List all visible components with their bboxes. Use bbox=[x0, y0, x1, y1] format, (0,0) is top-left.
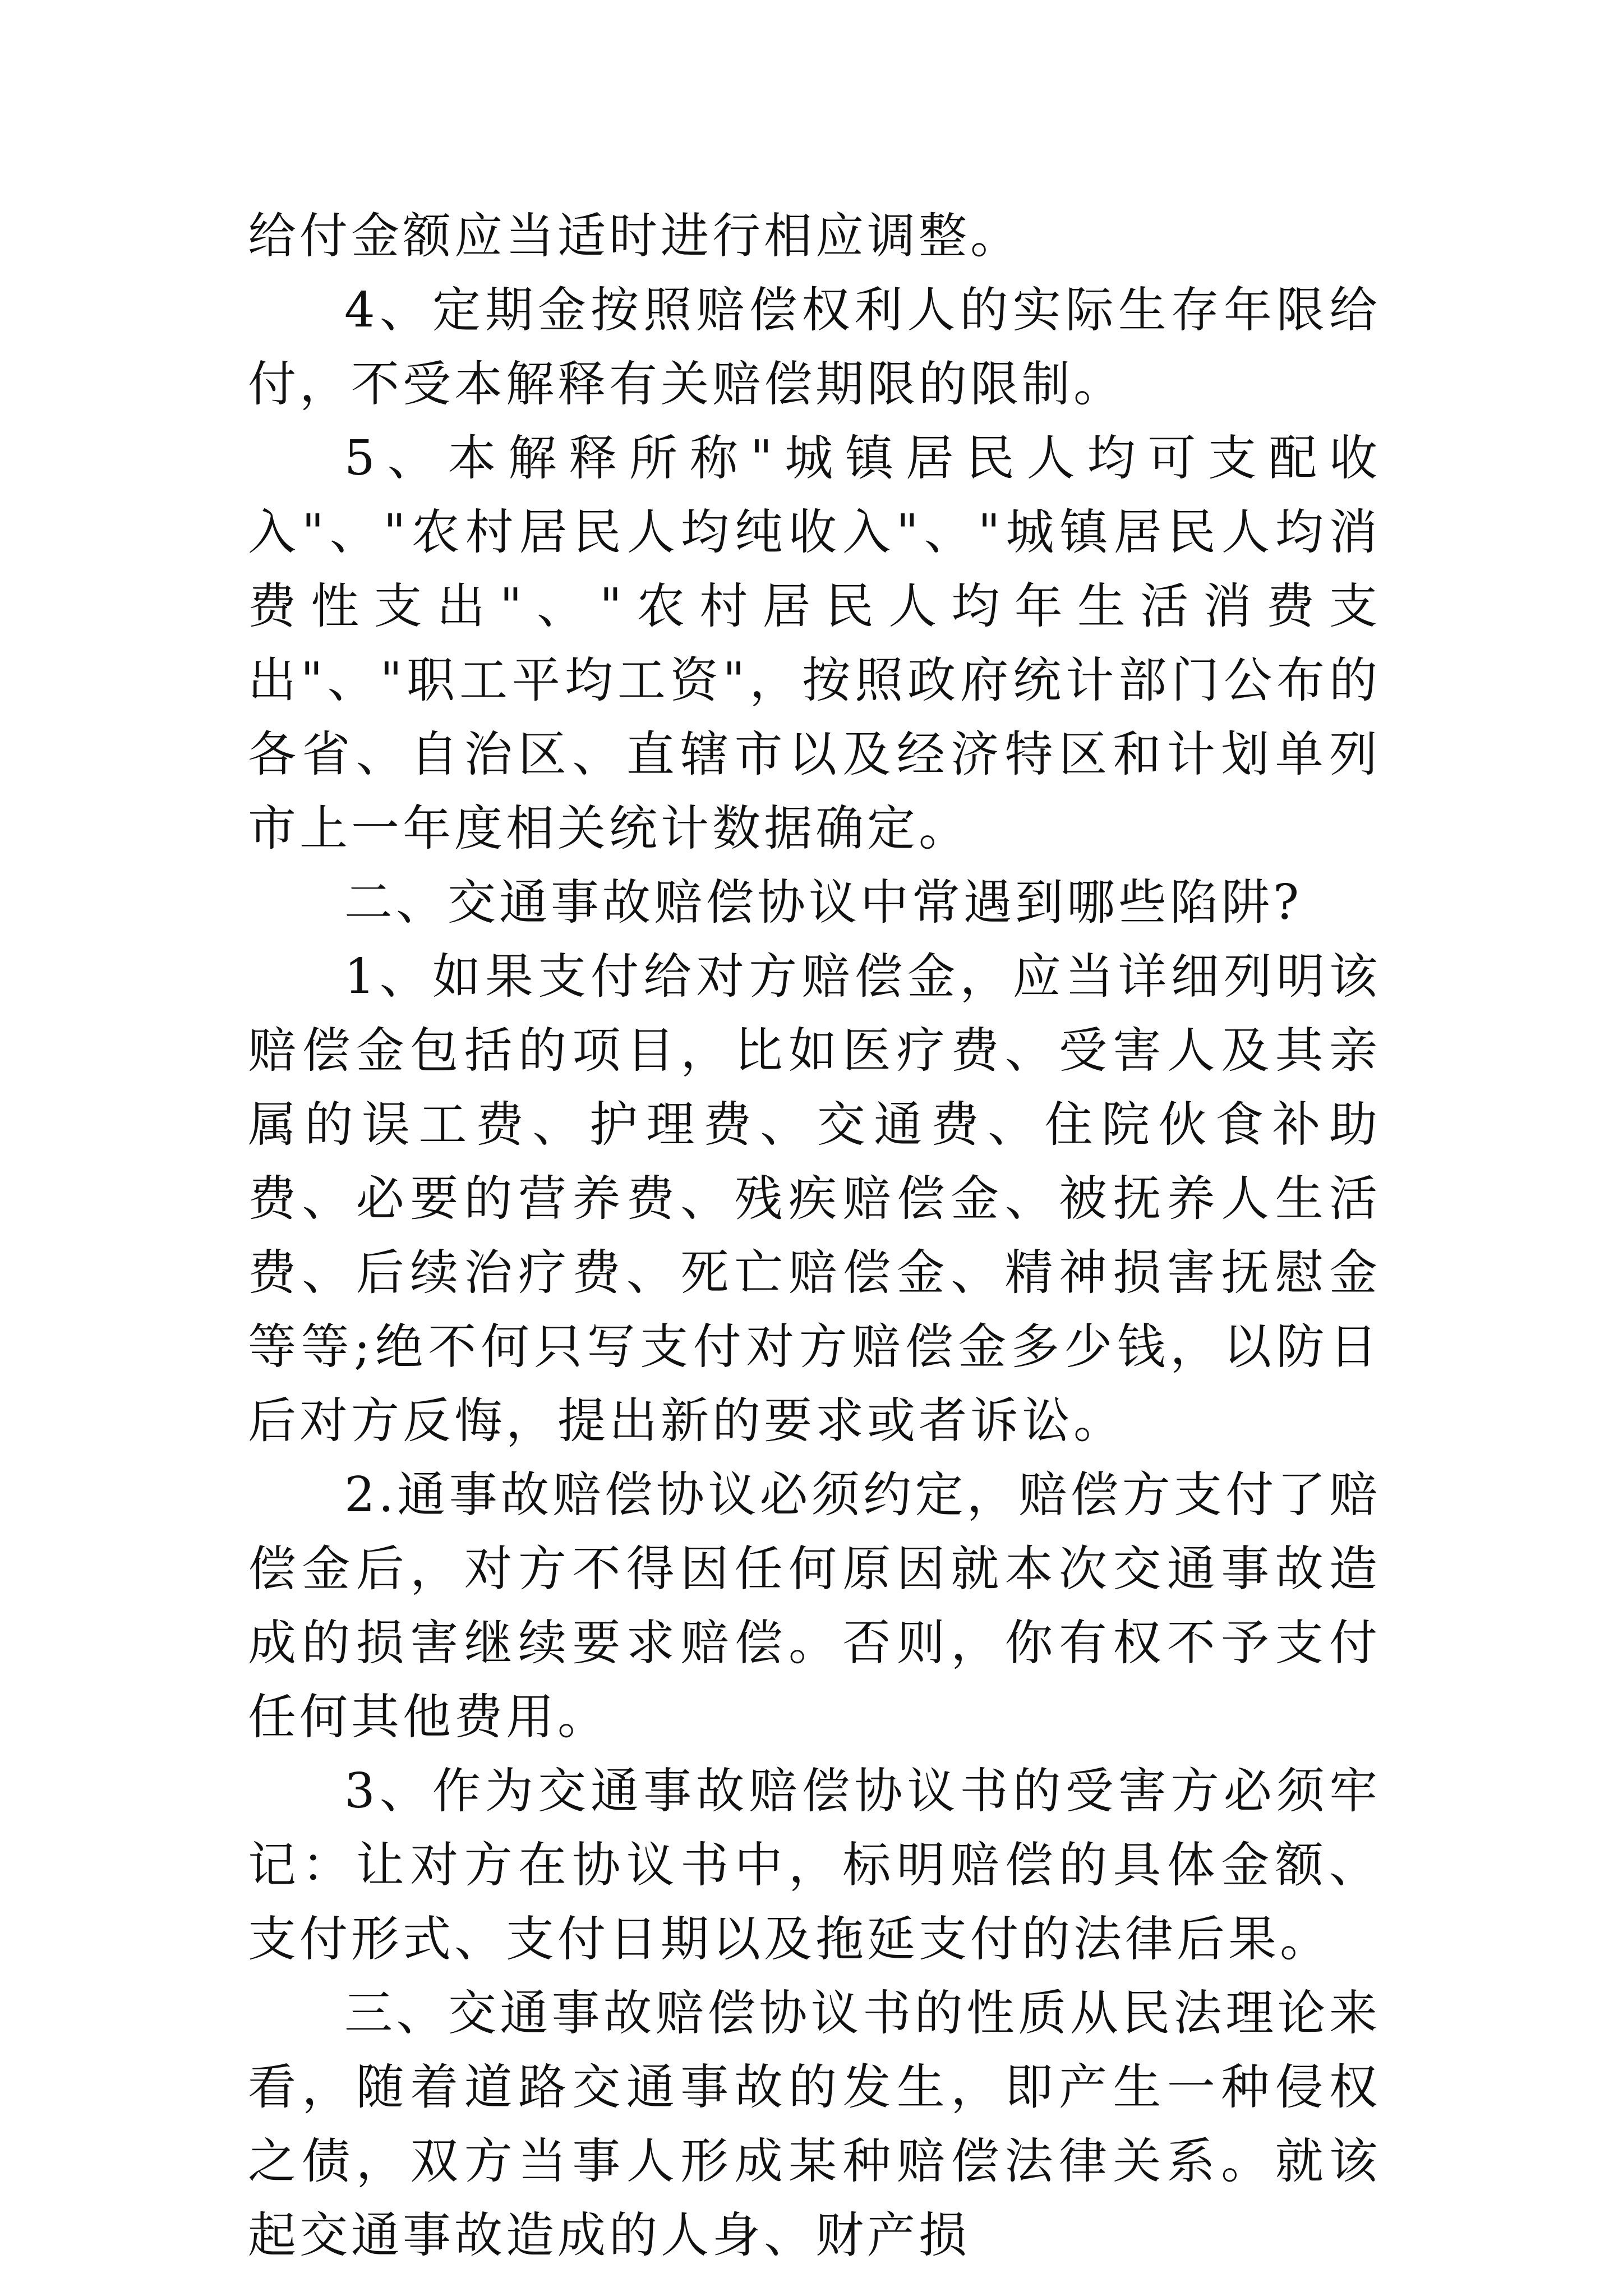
paragraph-pitfall-1: 1、如果支付给对方赔偿金，应当详细列明该赔偿金包括的项目，比如医疗费、受害人及其亲属的误工费、护理费、交通费、住院伙食补助费、必要的营养费、残疾赔偿金、被抚养人生活费、后续治疗费、死亡赔偿金、精神损害抚慰金等等;绝不何只写支付对方赔偿金多少钱，以防日后对方反悔，提出新的要求或者诉讼。 bbox=[248, 949, 1381, 1449]
paragraph-pitfall-2: 2.通事故赔偿协议必须约定，赔偿方支付了赔偿金后，对方不得因任何原因就本次交通事故造成的损害继续要求赔偿。否则，你有权不予支付任何其他费用。 bbox=[248, 1467, 1381, 1745]
document-body bbox=[248, 199, 1381, 2272]
section-heading-3: 三、交通事故赔偿协议书的性质从民法理论来看，随着道路交通事故的发生，即产生一种侵权之债，双方当事人形成某种赔偿法律关系。就该起交通事故造成的人身、财产损 bbox=[248, 1985, 1381, 2263]
paragraph-pitfall-3: 3、作为交通事故赔偿协议书的受害方必须牢记：让对方在协议书中，标明赔偿的具体金额、支付形式、支付日期以及拖延支付的法律后果。 bbox=[248, 1763, 1381, 1967]
section-heading-2: 二、交通事故赔偿协议中常遇到哪些陷阱? bbox=[344, 875, 1303, 931]
paragraph-continuation: 给付金额应当适时进行相应调整。 bbox=[248, 208, 1022, 264]
paragraph-item-5: 5、本解释所称"城镇居民人均可支配收入"、"农村居民人均纯收入"、"城镇居民人均消费性支出"、"农村居民人均年生活消费支出"、"职工平均工资"，按照政府统计部门公布的各省、自治区、直辖市以及经济特区和计划单列市上一年度相关统计数据确定。 bbox=[248, 430, 1381, 857]
paragraph-item-4: 4、定期金按照赔偿权利人的实际生存年限给付，不受本解释有关赔偿期限的限制。 bbox=[248, 282, 1381, 412]
